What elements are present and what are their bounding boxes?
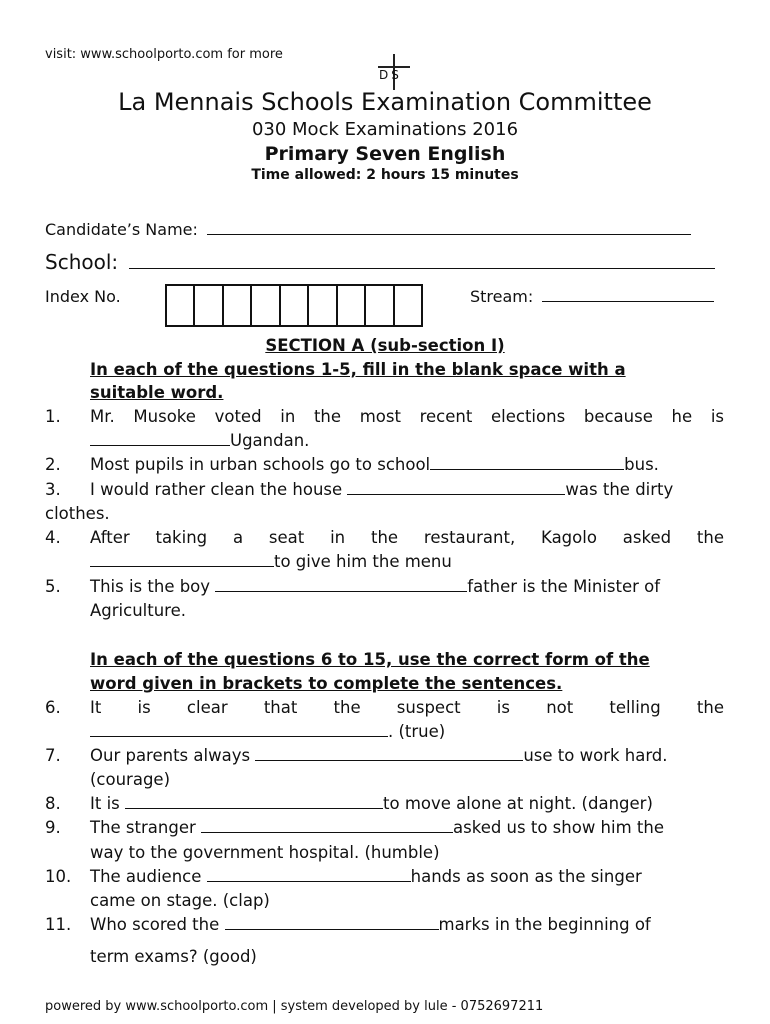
footer-credit: powered by www.schoolporto.com | system developed by lule - 0752697211: [45, 999, 544, 1014]
logo-text: DS: [379, 68, 402, 82]
candidate-name-field[interactable]: [45, 220, 691, 239]
question-10-line-2: came on stage. (clap): [90, 891, 270, 910]
stream-label: Stream:: [470, 287, 534, 306]
instruction-2-line-2: word given in brackets to complete the sentences.: [90, 674, 563, 693]
answer-blank[interactable]: [255, 759, 523, 761]
instruction-1-line-1: In each of the questions 1-5, fill in the blank space with a: [90, 360, 626, 379]
question-number: 8.: [45, 794, 61, 813]
question-number: 5.: [45, 577, 61, 596]
visit-note: visit: www.schoolporto.com for more: [45, 47, 283, 62]
index-cell[interactable]: [366, 286, 394, 325]
answer-blank[interactable]: [90, 565, 274, 567]
question-11-line-1: Who scored the marks in the beginning of: [90, 915, 651, 934]
question-10-line-1: The audience hands as soon as the singer: [90, 867, 642, 886]
index-cell[interactable]: [395, 286, 421, 325]
stream-line: [542, 300, 714, 302]
page-title: La Mennais Schools Examination Committee: [118, 88, 652, 116]
index-cell[interactable]: [309, 286, 337, 325]
index-cell[interactable]: [224, 286, 252, 325]
candidate-name-line: [207, 233, 691, 235]
question-number: 4.: [45, 528, 61, 547]
instruction-2-line-1: In each of the questions 6 to 15, use the correct form of the: [90, 650, 650, 669]
answer-blank[interactable]: [225, 928, 439, 930]
answer-blank[interactable]: [347, 493, 565, 495]
exam-subtitle: 030 Mock Examinations 2016: [251, 119, 519, 140]
question-number: 7.: [45, 746, 61, 765]
index-cell[interactable]: [252, 286, 280, 325]
question-1-line-1: Mr. Musoke voted in the most recent elections because he is: [90, 407, 724, 426]
answer-blank[interactable]: [90, 444, 230, 446]
question-4-line-1: After taking a seat in the restaurant, Kagolo asked the: [90, 528, 724, 547]
section-title: SECTION A (sub-section I): [265, 336, 505, 355]
question-5-line-2: Agriculture.: [90, 601, 186, 620]
question-3-line-1: I would rather clean the house was the dirty: [90, 480, 674, 499]
question-2: Most pupils in urban schools go to school bus.: [90, 455, 659, 474]
question-7-line-1: Our parents always use to work hard.: [90, 746, 668, 765]
question-7-line-2: (courage): [90, 770, 171, 789]
question-6-line-1: It is clear that the suspect is not telling the: [90, 698, 724, 717]
question-5-line-1: This is the boy father is the Minister of: [90, 577, 661, 596]
school-line: [129, 267, 715, 269]
question-number: 3.: [45, 480, 61, 499]
question-number: 6.: [45, 698, 61, 717]
question-number: 1.: [45, 407, 61, 426]
answer-blank[interactable]: [207, 880, 411, 882]
answer-blank[interactable]: [430, 468, 624, 470]
question-9-line-2: way to the government hospital. (humble): [90, 843, 440, 862]
answer-blank[interactable]: [90, 735, 388, 737]
answer-blank[interactable]: [215, 590, 467, 592]
time-allowed: Time allowed: 2 hours 15 minutes: [251, 167, 519, 183]
index-cell[interactable]: [167, 286, 195, 325]
question-number: 2.: [45, 455, 61, 474]
question-number: 10.: [45, 867, 72, 886]
question-11-line-2: term exams? (good): [90, 947, 257, 966]
index-cell[interactable]: [338, 286, 366, 325]
logo-icon: [374, 54, 414, 90]
question-3-line-2: clothes.: [45, 504, 110, 523]
answer-blank[interactable]: [201, 831, 453, 833]
school-field[interactable]: [45, 250, 715, 274]
index-number-boxes[interactable]: [165, 284, 423, 327]
paper-title: Primary Seven English: [264, 143, 506, 165]
question-8: It is to move alone at night. (danger): [90, 794, 653, 813]
question-number: 11.: [45, 915, 72, 934]
index-no-label: Index No.: [45, 287, 121, 306]
question-1-line-2: Ugandan.: [90, 431, 309, 450]
index-cell[interactable]: [195, 286, 223, 325]
school-label: School:: [45, 250, 119, 274]
instruction-1-line-2: suitable word.: [90, 383, 224, 402]
index-cell[interactable]: [281, 286, 309, 325]
question-6-line-2: . (true): [90, 722, 445, 741]
candidate-name-label: Candidate’s Name:: [45, 220, 198, 239]
question-number: 9.: [45, 818, 61, 837]
answer-blank[interactable]: [125, 807, 383, 809]
question-9-line-1: The stranger asked us to show him the: [90, 818, 664, 837]
stream-field[interactable]: [470, 287, 714, 306]
question-4-line-2: to give him the menu: [90, 552, 452, 571]
